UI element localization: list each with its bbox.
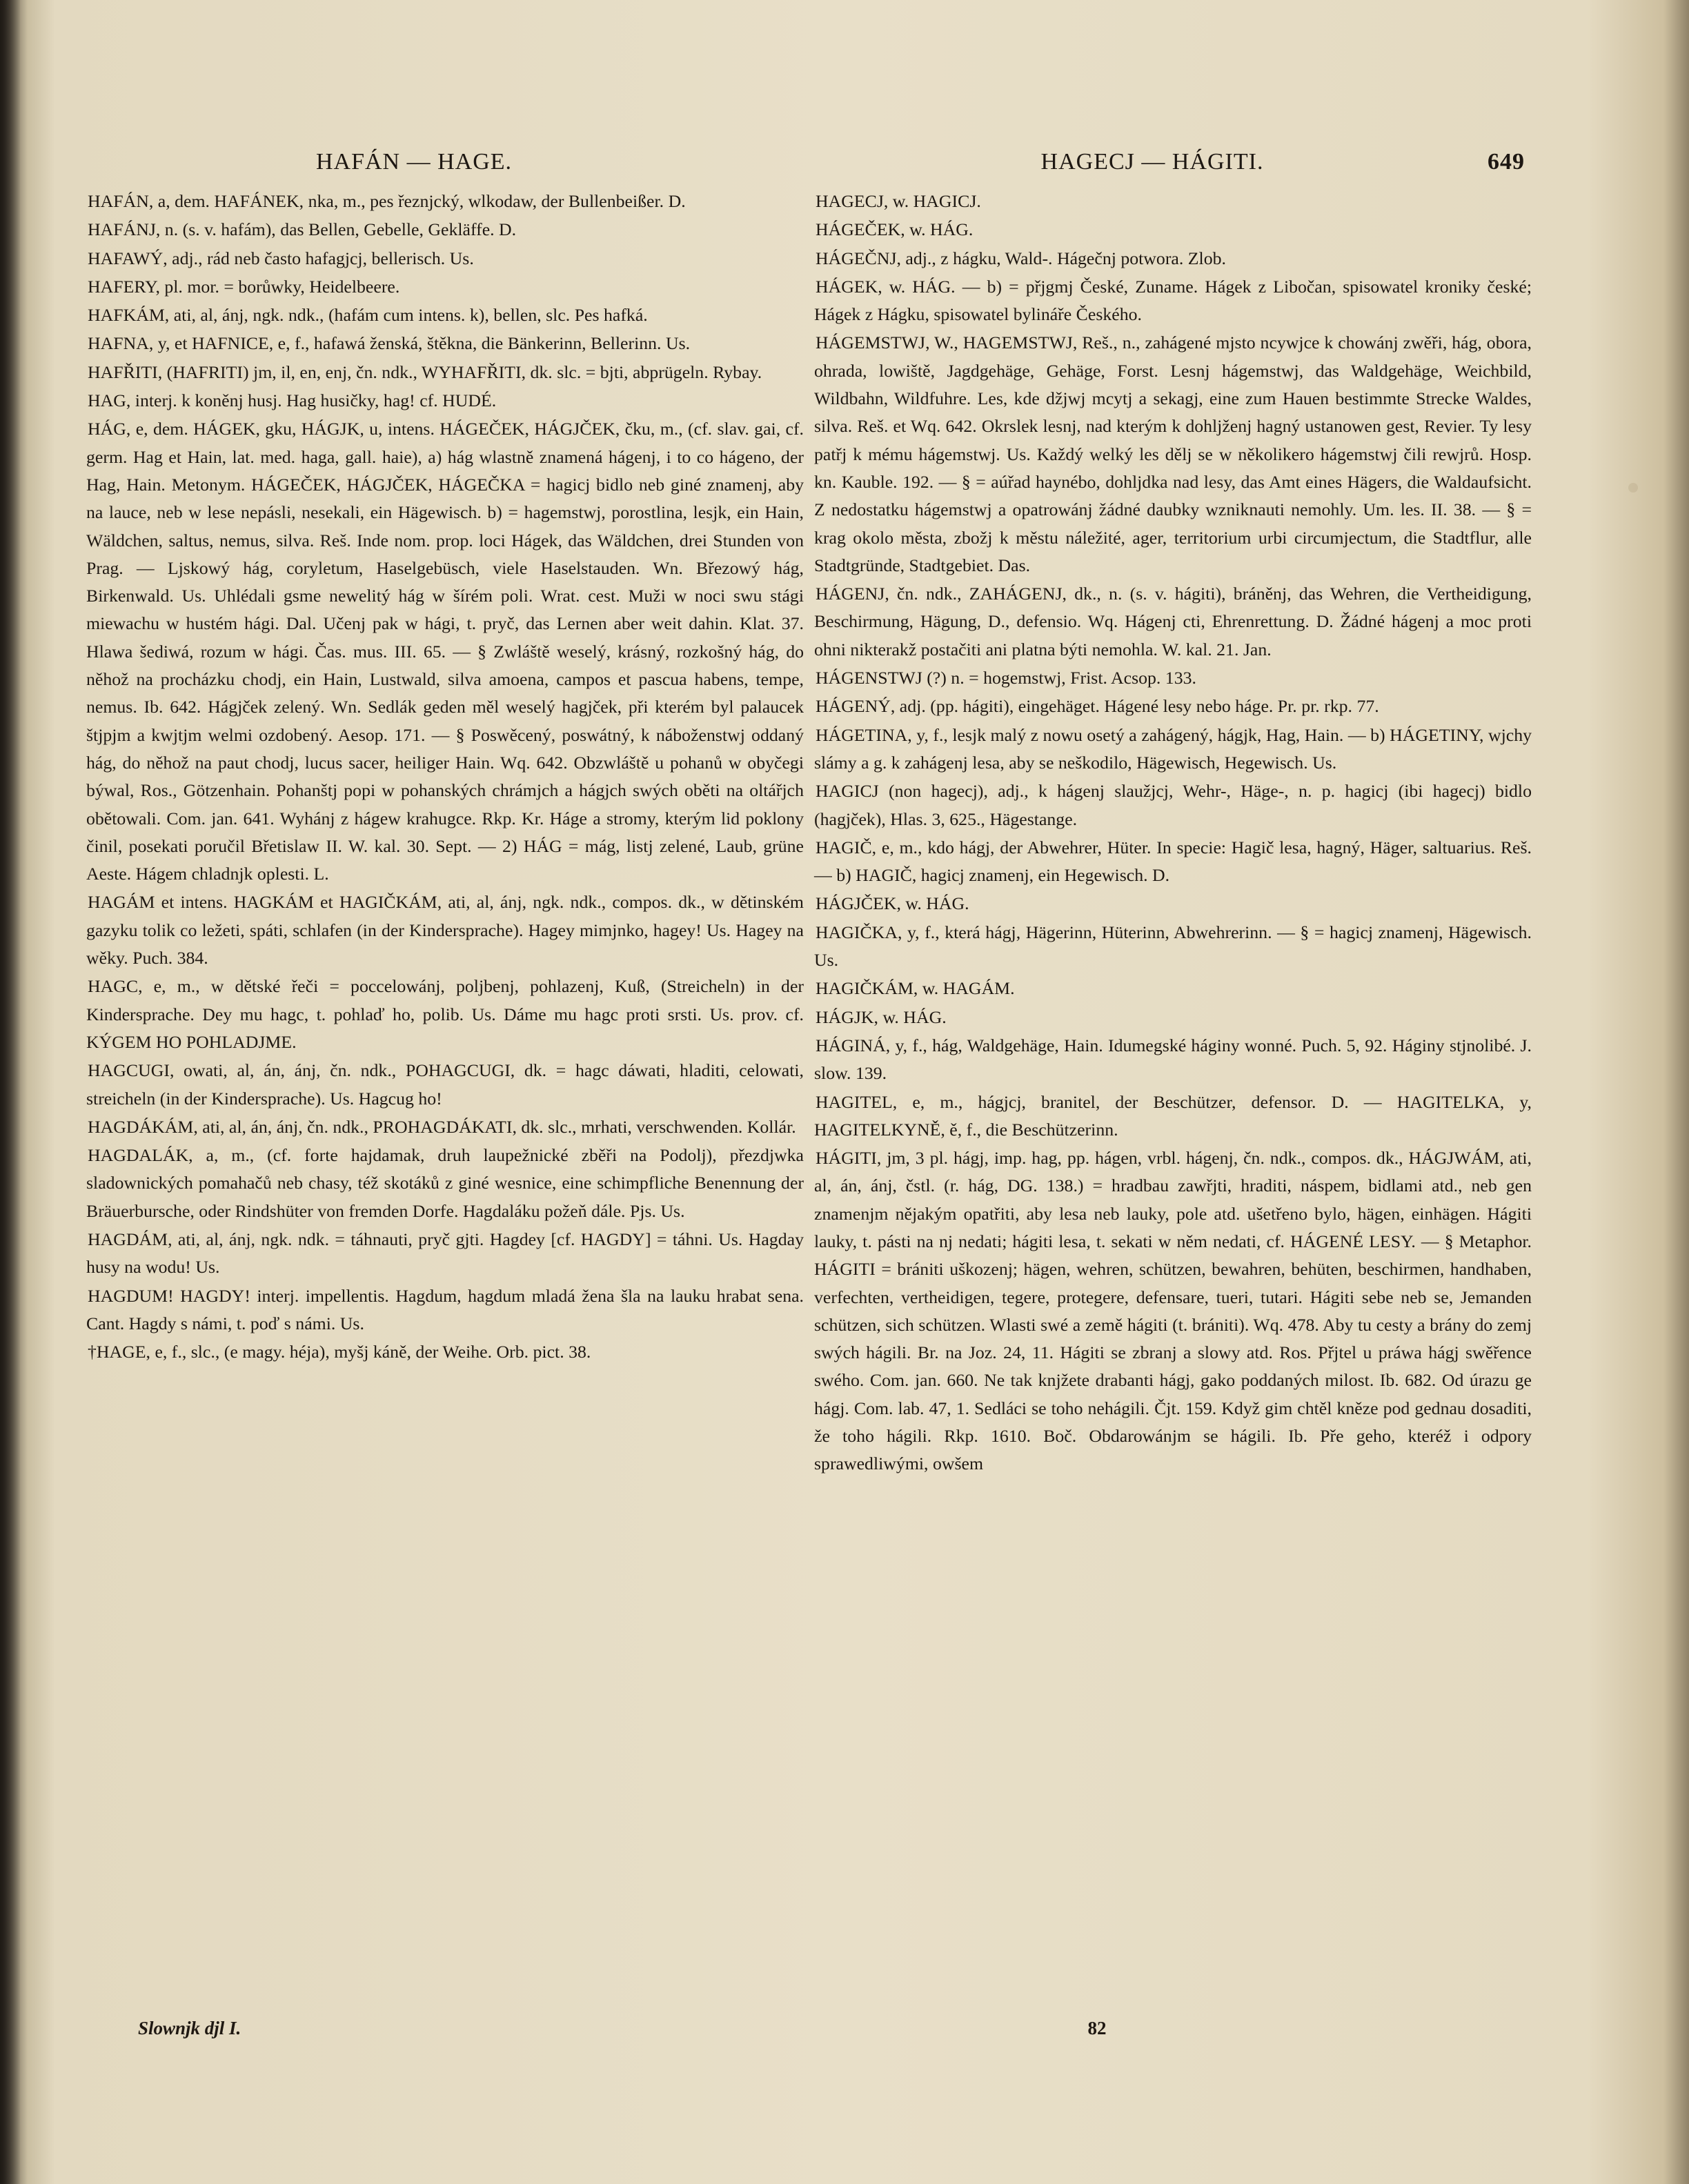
dictionary-entry: HAFÁN, a, dem. HAFÁNEK, nka, m., pes řeznjcký, wlkodaw, der Bullenbeißer. D. (88, 191, 686, 211)
dictionary-entry: HÁGEMSTWJ, W., HAGEMSTWJ, Reš., n., zahágené mjsto ncywjce k chowánj zwěři, hág, obora, ohrada, lowiště, Jagdgehäge, Gehäge, Forst. Lesnj hágemstwj, das Waldgehäge, Weichbild, Wildbahn, Wildfuhre. Les, kde džjwj mcytj a sekagj, eine zum Hauen bestimmte Strecke Waldes, silva. Reš. et Wq. 642. Okrslek lesnj, nad kterým k dohljženj hagný ustanowen gest, Revier. Ty lesy patřj k mému hágemstwj. Us. Každý welký les dělj se w několikero hágemstwj čili rewjrů. Hosp. kn. Kauble. 192. — § = aúřad haynébo, dohljdka nad lesy, das Amt eines Hägers, die Waldaufsicht. Z nedostatku hágemstwj a opatrowánj žádné daubky wzniknauti nemohly. Um. les. II. 38. — § = krag okolo města, zbožj k městu náležité, ager, territorium urbi circumjectum, die Stadtflur, alle Stadtgründe, Stadtgebiet. Das. (814, 332, 1532, 575)
dictionary-entry: HAFÁNJ, n. (s. v. hafám), das Bellen, Gebelle, Gekläffe. D. (88, 219, 517, 240)
dictionary-entry: HAGDUM! HAGDY! interj. impellentis. Hagdum, hagdum mladá žena šla na lauku hrabat sena. Cant. Hagdy s námi, t. poď s námi. Us. (86, 1285, 804, 1333)
dictionary-entry: HÁGEK, w. HÁG. — b) = přjgmj České, Zuname. Hágek z Libočan, spisowatel kroniky české; Hágek z Hágku, spisowatel bylináře Českého. (814, 276, 1532, 325)
dictionary-entry: HAGC, e, m., w dětské řeči = poccelowánj, poljbenj, pohlazenj, Kuß, (Streicheln) in der Kindersprache. Dey mu hagc, t. pohlaď ho, polib. Us. Dáme mu hagc proti srsti. Us. prov. cf. KÝGEM HO POHLADJME. (86, 976, 804, 1052)
dictionary-entry: HÁG, e, dem. HÁGEK, gku, HÁGJK, u, intens. HÁGEČEK, HÁGJČEK, čku, m., (cf. slav. gai, cf. germ. Hag et Hain, lat. med. haga, gall. haie), a) hág wlastně znamená hágenj, i to co hágeno, der Hag, Hain. Metonym. HÁGEČEK, HÁGJČEK, HÁGEČKA = hagicj bidlo neb giné znamenj, aby na lauce, neb w lese nepásli, nesekali, ein Hägewisch. b) = hagemstwj, porostlina, lesjk, ein Hain, Wäldchen, saltus, nemus, silva. Reš. Inde nom. prop. loci Hágek, das Wäldchen, drei Stunden von Prag. — Ljskowý hág, coryletum, Haselgebüsch, viele Haselstauden. Wn. Březowý hág, Birkenwald. Us. Uhlédali gsme newelitý hág w šírém poli. Wrat. cest. Muži w noci swu stági miewachu w hustém hági. Dal. Učenj pak w hági, t. pryč, das Lernen aber weit dahin. Klat. 37. Hlawa šediwá, rozum w hági. Čas. mus. III. 65. — § Zwláště weselý, krásný, rozkošný hág, do něhož na procházku chodj, ein Hain, Lustwald, silva amoena, campos et pascua habens, tempe, nemus. Ib. 642. Hágjček zelený. Wn. Sedlák geden měl weselý hagjček, při kterém byl palaucek štjpjm a kwjtjm welmi ozdobený. Aesop. 171. — § Poswěcený, poswátný, k náboženstwj oddaný hág, do něhož na paut chodj, lucus sacer, heiliger Hain. Wq. 642. Obzwláště u pohanů w obyčegi býwal, Ros., Götzenhain. Pohanštj popi w pohanských chrámjch a hágjch swých oběti na oltářjch obětowali. Com. jan. 641. Wyhánj z hágew krahugce. Rkp. Kr. Háge a stromy, kterým lid poklony činil, posekati poručil Břetislaw II. W. kal. 30. Sept. — 2) HÁG = mág, listj zelené, Laub, grüne Aeste. Hágem chladnjk oplesti. L. (86, 419, 804, 884)
paper-stain (1628, 483, 1638, 493)
page-number: 649 (1488, 149, 1525, 175)
running-head-right: HAGECJ — HÁGITI. (1040, 149, 1264, 175)
left-column (86, 188, 804, 1366)
dictionary-entry: HAGICJ (non hagecj), adj., k hágenj slaužjcj, Wehr-, Häge-, n. p. hagicj (ibi hagecj) bidlo (hagjček), Hlas. 3, 625., Hägestange. (814, 781, 1532, 829)
running-head-left: HAFÁN — HAGE. (315, 149, 513, 175)
dictionary-entry: †HAGE, e, f., slc., (e magy. héja), myšj káně, der Weihe. Orb. pict. 38. (88, 1342, 591, 1362)
dictionary-entry: HAGDÁM, ati, al, ánj, ngk. ndk. = táhnauti, pryč gjti. Hagdey [cf. HAGDY] = táhni. Us. Hagday husy na wodu! Us. (86, 1229, 804, 1278)
dictionary-entry: HAGIČKÁM, w. HAGÁM. (816, 978, 1015, 999)
dictionary-entry: HAG, interj. k koněnj husj. Hag husičky, hag! cf. HUDÉ. (88, 390, 497, 411)
volume-signature: Slownjk djl I. (138, 2017, 241, 2038)
dictionary-entry: HAGCUGI, owati, al, án, ánj, čn. ndk., POHAGCUGI, dk. = hagc dáwati, hladiti, celowati, streicheln (in der Kindersprache). Us. Hagcug ho! (86, 1060, 804, 1109)
right-column (814, 188, 1532, 1478)
dictionary-entry: HAFERY, pl. mor. = borůwky, Heidelbeere. (88, 276, 400, 297)
dictionary-entry: HAFŘITI, (HAFRITI) jm, il, en, enj, čn. ndk., WYHAFŘITI, dk. slc. = bjti, abprügeln. Rybay. (88, 361, 762, 382)
dictionary-entry: HAFNA, y, et HAFNICE, e, f., hafawá ženská, štěkna, die Bänkerinn, Bellerinn. Us. (88, 333, 691, 354)
dictionary-entry: HÁGENJ, čn. ndk., ZAHÁGENJ, dk., n. (s. v. hágiti), bráněnj, das Wehren, die Vertheidigung, Beschirmung, Hägung, D., defensio. Wq. Hágenj cti, Ehrenrettung. D. Žádné hágenj a moc proti ohni nikterakž postačiti ani platna býti nemohla. W. kal. 21. Jan. (814, 584, 1532, 659)
dictionary-entry: HÁGENÝ, adj. (pp. hágiti), eingehäget. Hágené lesy nebo háge. Pr. pr. rkp. 77. (816, 696, 1379, 717)
dictionary-entry: HÁGINÁ, y, f., hág, Waldgehäge, Hain. Idumegské háginy wonné. Puch. 5, 92. Háginy stjnolibé. J. slow. 139. (814, 1035, 1532, 1084)
book-spine-shadow (0, 0, 21, 2184)
dictionary-entry: HÁGEČEK, w. HÁG. (816, 219, 974, 240)
dictionary-entry: HAGDÁKÁM, ati, al, án, ánj, čn. ndk., PROHAGDÁKATI, dk. slc., mrhati, verschwenden. Kollár. (88, 1116, 796, 1137)
dictionary-entry: HAGECJ, w. HAGICJ. (816, 191, 981, 211)
dictionary-entry: HAGDALÁK, a, m., (cf. forte hajdamak, druh laupežnické zběři na Podolj), přezdjwka sladownických pomahačů neb chasy, též skotáků z giné wesnice, eine schimpfliche Benennung der Bräuerbursche, oder Rindshüter von fremden Dorfe. Hagdaláku požeň dále. Pjs. Us. (86, 1145, 804, 1221)
dictionary-entry: HÁGJČEK, w. HÁG. (816, 893, 969, 914)
dictionary-entry: HÁGEČNJ, adj., z hágku, Wald-. Hágečnj potwora. Zlob. (816, 248, 1226, 268)
dictionary-entry: HÁGJK, w. HÁG. (816, 1006, 947, 1027)
sheet-number: 82 (1087, 2017, 1107, 2038)
dictionary-entry: HÁGITI, jm, 3 pl. hágj, imp. hag, pp. hágen, vrbl. hágenj, čn. ndk., compos. dk., HÁGJWÁM, ati, al, án, ánj, čstl. (r. hág, DG. 138.) = hradbau zawřjti, hraditi, náspem, bidlami atd., neb gen znamenjm nějakým opatřiti, aby lesa neb lauky, pole atd. ušetřeno bylo, hägen, einhägen. Hágiti lauky, t. pásti na nj nedati; hágiti lesa, t. sekati w něm nedati, cf. HÁGENÉ LESY. — § Metaphor. HÁGITI = brániti uškozenj; hägen, wehren, schützen, bewahren, behüten, beschirmen, handhaben, verfechten, vertheidigen, tegere, protegere, defensare, tueri, tutari. Hágiti sebe neb se, Jemanden schützen, sich schützen. Wlasti swé a země hágiti (t. brániti). Wq. 478. Aby tu cesty a brány do zemj swých hágili. Br. na Joz. 24, 11. Hágiti se zbranj a slowy atd. Ros. Přjtel u práwa hágj swěřence swého. Com. jan. 660. Ne tak knjžete drabanti hágj, gako poddaných milost. Ib. 682. Od úrazu ge hágj. Com. lab. 47, 1. Sedláci se toho nehágili. Čjt. 159. Když gim chtěl kněze pod gednau dosaditi, že toho hágili. Rkp. 1610. Boč. Obdarowánjm se hágili. Ib. Pře geho, kteréž i odpory sprawedliwými, owšem (814, 1148, 1532, 1474)
dictionary-entry: HÁGETINA, y, f., lesjk malý z nowu osetý a zahágený, hágjk, Hag, Hain. — b) HÁGETINY, wjchy slámy a g. k zahágenj lesa, aby se neškodilo, Hägewisch, Hegewisch. Us. (814, 724, 1532, 773)
dictionary-entry: HAFKÁM, ati, al, ánj, ngk. ndk., (hafám cum intens. k), bellen, slc. Pes hafká. (88, 305, 648, 326)
dictionary-entry: HAGIČKA, y, f., která hágj, Hägerinn, Hüterinn, Abwehrerinn. — § = hagicj znamenj, Hägewisch. Us. (814, 922, 1532, 971)
dictionary-entry: HAFAWÝ, adj., rád neb často hafagjcj, bellerisch. Us. (88, 248, 474, 268)
dictionary-entry: HAGIČ, e, m., kdo hágj, der Abwehrer, Hüter. In specie: Hagič lesa, hagný, Häger, saltuarius. Reš. — b) HAGIČ, hagicj znamenj, ein Hegewisch. D. (814, 837, 1532, 886)
dictionary-entry: HÁGENSTWJ (?) n. = hogemstwj, Frist. Acsop. 133. (816, 668, 1196, 688)
dictionary-entry: HAGÁM et intens. HAGKÁM et HAGIČKÁM, ati, al, ánj, ngk. ndk., compos. dk., w dětinském gazyku tolik co ležeti, spáti, schlafen (in der Kindersprache). Hagey mimjnko, hagey! Us. Hagey na wěky. Puch. 384. (86, 892, 804, 969)
dictionary-entry: HAGITEL, e, m., hágjcj, branitel, der Beschützer, defensor. D. — HAGITELKA, y, HAGITELKYNĚ, ě, f., die Beschützerinn. (814, 1091, 1532, 1140)
